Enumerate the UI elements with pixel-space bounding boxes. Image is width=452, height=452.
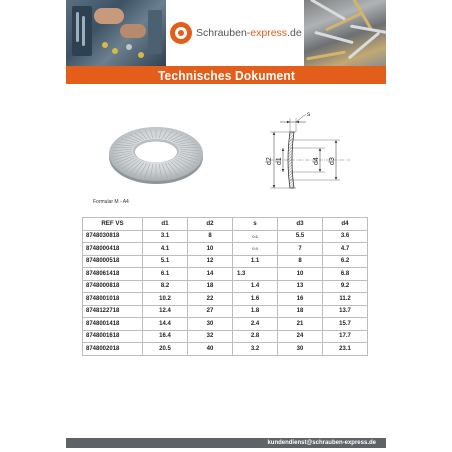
table-row [83,230,368,243]
cell-ref: 8748001418 [83,318,143,331]
cell-ref: 8748000418 [83,243,143,256]
cell-d4: 6.8 [323,268,368,281]
cell-s: 0.6 [233,230,278,243]
cell-s: 2.4 [233,318,278,331]
dim-label-s: s [307,111,311,118]
title-bar [66,66,386,84]
cell-d1: 10.2 [143,293,188,306]
cell-d1: 12.4 [143,305,188,318]
cell-d2: 18 [188,280,233,293]
table-row [83,243,368,256]
cell-d3: 5.5 [278,230,323,243]
cell-d1: 4.1 [143,243,188,256]
cell-s: 2.8 [233,330,278,343]
footer-bar [66,438,386,448]
dim-label-d4: d4 [313,157,320,165]
cell-d3: 13 [278,280,323,293]
table-row [83,318,368,331]
cell-ref: 8748002018 [83,343,143,356]
cell-d4: 15.7 [323,318,368,331]
table-row [83,255,368,268]
dim-label-d1: d1 [276,157,283,165]
cell-d4: 6.2 [323,255,368,268]
col-header-d3: d3 [278,218,323,231]
table-row [83,330,368,343]
cell-d4: 17.7 [323,330,368,343]
cell-d4: 13.7 [323,305,368,318]
cell-d3: 16 [278,293,323,306]
document-page [66,0,386,452]
technical-drawing [250,110,360,200]
table-row [83,280,368,293]
cell-s: 1.6 [233,293,278,306]
cell-ref: 8748001618 [83,330,143,343]
cell-d2: 8 [188,230,233,243]
cell-d1: 6.1 [143,268,188,281]
cell-d2: 40 [188,343,233,356]
col-header-d4: d4 [323,218,368,231]
cell-d3: 30 [278,343,323,356]
table-row [83,343,368,356]
cell-d3: 10 [278,268,323,281]
logo-text-accent: express [250,27,288,39]
cell-d4: 23.1 [323,343,368,356]
logo-text-main: Schrauben- [196,27,251,39]
washer-image [106,120,206,188]
spec-table [82,217,368,356]
cell-d2: 10 [188,243,233,256]
cell-d2: 12 [188,255,233,268]
cell-ref: 8748000518 [83,255,143,268]
table-row [83,293,368,306]
col-header-ref: REF VS [83,218,143,231]
cell-d3: 18 [278,305,323,318]
cell-d2: 32 [188,330,233,343]
cell-d1: 16.4 [143,330,188,343]
cell-ref: 8748122718 [83,305,143,318]
cell-d2: 14 [188,268,233,281]
workshop-photo [66,0,166,66]
cell-d1: 3.1 [143,230,188,243]
cell-d1: 20.5 [143,343,188,356]
cell-d4: 11.2 [323,293,368,306]
cell-ref: 8748000818 [83,280,143,293]
cell-d2: 30 [188,318,233,331]
cell-d1: 14.4 [143,318,188,331]
col-header-d2: d2 [188,218,233,231]
cell-d1: 5.1 [143,255,188,268]
cell-s: 0.9 [233,243,278,256]
cell-d3: 8 [278,255,323,268]
header-banner [66,0,386,66]
col-header-d1: d1 [143,218,188,231]
cell-d4: 3.6 [323,230,368,243]
formula-label: Formular M - A4 [93,199,129,205]
cell-d4: 9.2 [323,280,368,293]
col-header-s: s [233,218,278,231]
cell-d3: 24 [278,330,323,343]
cell-s: 1.8 [233,305,278,318]
cell-s: 1.3 [233,268,278,281]
cell-d1: 8.2 [143,280,188,293]
cell-s: 1.4 [233,280,278,293]
dim-label-d2: d2 [266,157,273,165]
cell-d3: 21 [278,318,323,331]
table-row [83,268,368,281]
contact-email-link[interactable]: kundendienst@schrauben-express.de [267,440,376,446]
page-title: Technisches Dokument [157,67,295,83]
brand-logo[interactable] [170,18,302,48]
cell-s: 1.1 [233,255,278,268]
cell-d2: 27 [188,305,233,318]
dim-label-d3: d3 [329,157,336,165]
cell-d4: 4.7 [323,243,368,256]
cell-s: 3.2 [233,343,278,356]
logo-text-suffix: .de [287,27,302,39]
logo-mark-icon [170,22,192,44]
table-row [83,305,368,318]
cell-d2: 22 [188,293,233,306]
cell-ref: 8748001018 [83,293,143,306]
cell-d3: 7 [278,243,323,256]
table-header-row [83,218,368,231]
cell-ref: 8748030818 [83,230,143,243]
cell-ref: 8748061418 [83,268,143,281]
screws-photo [304,0,386,66]
